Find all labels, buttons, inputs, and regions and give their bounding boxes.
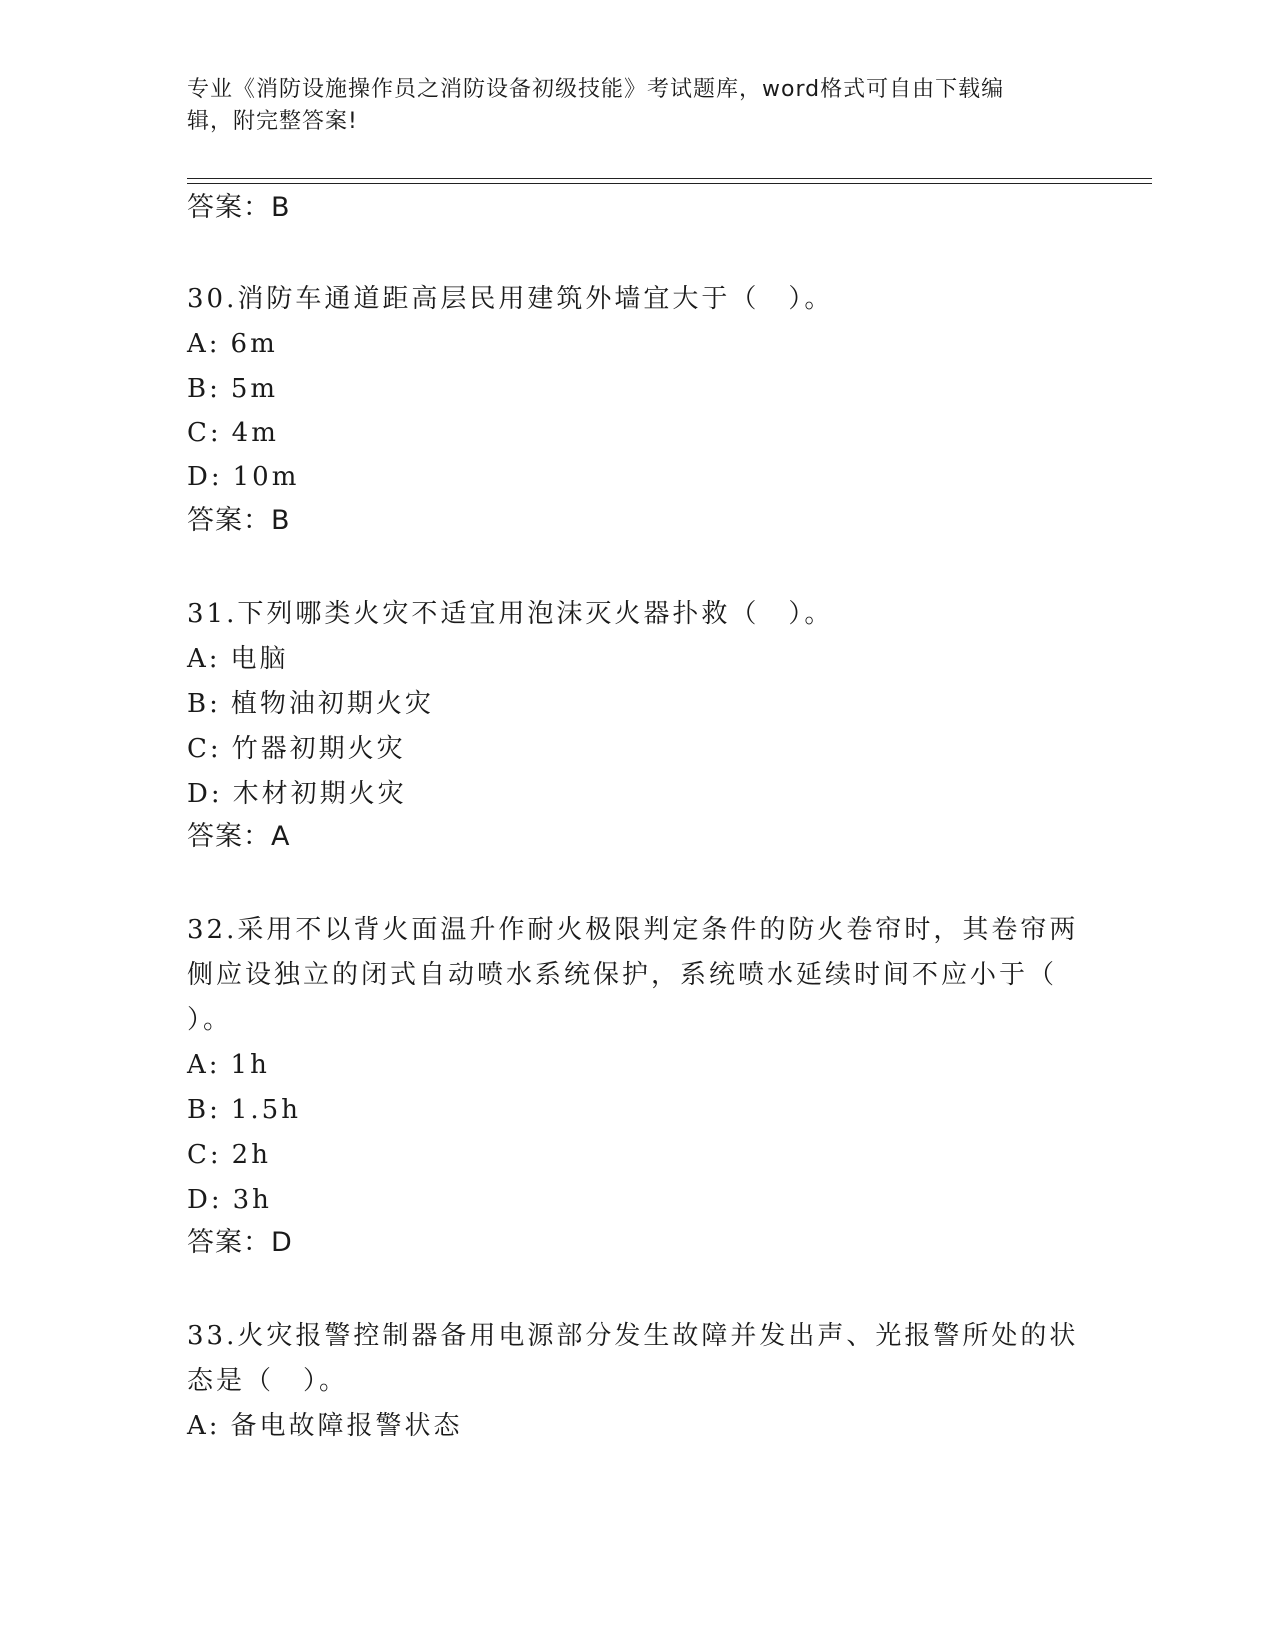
- header-line-2: 辑，附完整答案!: [187, 109, 358, 134]
- option-text: 4m: [231, 418, 279, 448]
- option-letter: C:: [187, 734, 222, 764]
- question-32-stem-line-3: ）。: [187, 1005, 233, 1035]
- option-text: 电脑: [230, 644, 289, 674]
- option-letter: C:: [187, 418, 222, 448]
- question-33-option-a: [187, 1410, 463, 1442]
- question-30-option-a: [187, 328, 278, 360]
- question-30-option-c: [187, 417, 279, 449]
- question-32-option-c: [187, 1139, 271, 1171]
- previous-answer: 答案：B: [187, 192, 291, 223]
- question-31-option-d: [187, 778, 407, 810]
- header-divider-bottom: [187, 183, 1152, 184]
- option-text: 1.5h: [230, 1095, 301, 1125]
- header-divider-top: [187, 178, 1152, 179]
- option-text: 备电故障报警状态: [230, 1411, 463, 1441]
- question-32-answer: 答案：D: [187, 1227, 293, 1258]
- option-text: 10m: [232, 462, 300, 492]
- question-31-option-c: [187, 733, 406, 765]
- question-30-option-b: [187, 373, 278, 405]
- question-33-stem-line-1: 33.火灾报警控制器备用电源部分发生故障并发出声、光报警所处的状: [187, 1321, 1079, 1351]
- option-letter: A:: [187, 1411, 221, 1441]
- option-letter: A:: [187, 329, 221, 359]
- question-32-stem-line-2: 侧应设独立的闭式自动喷水系统保护，系统喷水延续时间不应小于（: [187, 960, 1058, 990]
- option-text: 木材初期火灾: [232, 779, 407, 809]
- question-31-option-a: [187, 643, 289, 675]
- header-line-1: 专业《消防设施操作员之消防设备初级技能》考试题库，word格式可自由下载编: [187, 77, 1005, 102]
- option-text: 植物油初期火灾: [230, 689, 434, 719]
- option-text: 5m: [230, 374, 279, 404]
- question-31-answer: 答案：A: [187, 821, 291, 852]
- question-32-option-d: [187, 1184, 272, 1216]
- option-letter: B:: [187, 374, 221, 404]
- option-letter: D:: [187, 462, 223, 492]
- option-text: 2h: [231, 1140, 271, 1170]
- option-letter: B:: [187, 689, 221, 719]
- question-30-answer: 答案：B: [187, 505, 291, 536]
- option-letter: D:: [187, 1185, 223, 1215]
- option-text: 6m: [230, 329, 278, 359]
- option-letter: C:: [187, 1140, 222, 1170]
- option-text: 1h: [230, 1050, 270, 1080]
- question-30-stem: 30.消防车通道距高层民用建筑外墙宜大于（ ）。: [187, 284, 834, 314]
- question-32-option-a: [187, 1049, 270, 1081]
- option-text: 竹器初期火灾: [231, 734, 406, 764]
- question-32-stem-line-1: 32.采用不以背火面温升作耐火极限判定条件的防火卷帘时，其卷帘两: [187, 915, 1079, 945]
- question-31-option-b: [187, 688, 434, 720]
- question-32-option-b: [187, 1094, 301, 1126]
- option-letter: B:: [187, 1095, 221, 1125]
- question-30-option-d: [187, 461, 299, 493]
- option-letter: D:: [187, 779, 223, 809]
- document-header: [187, 74, 1067, 138]
- option-letter: A:: [187, 644, 221, 674]
- question-31-stem: 31.下列哪类火灾不适宜用泡沫灭火器扑救（ ）。: [187, 599, 834, 629]
- option-text: 3h: [232, 1185, 272, 1215]
- option-letter: A:: [187, 1050, 221, 1080]
- question-33-stem-line-2: 态是（ ）。: [187, 1366, 349, 1396]
